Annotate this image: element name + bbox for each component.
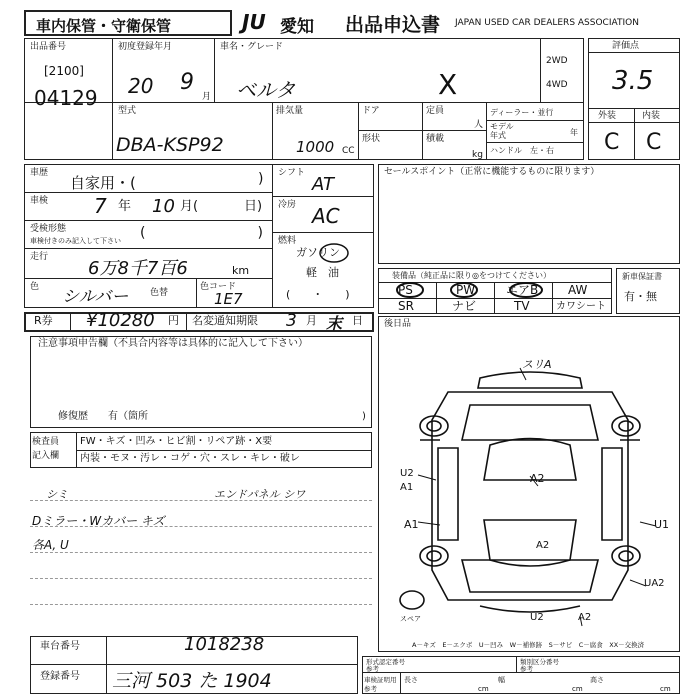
cert-ref: 参考 xyxy=(366,665,379,673)
inspection-row-2: 内装・モヌ・汚レ・コゲ・穴・スレ・キレ・破レ xyxy=(80,453,300,464)
color-code-label: 色コード xyxy=(200,282,237,292)
ju-logo: JU xyxy=(242,10,266,34)
damage-mark-a2-bottom: A2 xyxy=(578,612,592,623)
inspection-row-1: FW・キズ・凹み・ヒビ割・リペア跡・X要 xyxy=(80,436,273,447)
lot-no-label: 出品番号 xyxy=(30,42,67,52)
fuel-gas: ガソリン xyxy=(296,246,340,259)
car-name-label: 車名・グレード xyxy=(220,42,284,52)
grade-value: X xyxy=(438,68,458,101)
color-label: 色 xyxy=(30,282,40,292)
damage-mark-u2-left: U2 xyxy=(400,468,414,479)
class-ref: 参考 xyxy=(520,665,533,673)
model-label: 型式 xyxy=(118,106,137,116)
equipment-item-pw[interactable]: PW xyxy=(456,283,476,297)
post-items-label: 後日品 xyxy=(384,319,412,329)
damage-top: スリA xyxy=(522,358,552,371)
score-label: 評価点 xyxy=(612,41,640,51)
damage-mark-a1-left-door: A1 xyxy=(404,518,419,531)
note-line-1: シミ xyxy=(46,488,68,501)
model-value: DBA-KSP92 xyxy=(116,134,224,156)
history-paren-close: ) xyxy=(258,171,264,187)
first-reg-label: 初度登録年月 xyxy=(118,42,173,52)
yen-unit: 円 xyxy=(168,314,179,327)
inspector-label-2: 記入欄 xyxy=(32,451,60,461)
repair-paren-close: ) xyxy=(362,411,366,422)
warranty-options: 有・無 xyxy=(624,290,657,303)
ac-value: AC xyxy=(312,204,340,228)
shaken-day-unit: 日) xyxy=(244,199,263,214)
model-year-label: モデル xyxy=(490,122,514,131)
fuel-light: 軽 油 xyxy=(306,266,339,279)
name-change-month: 3 xyxy=(286,311,297,331)
capacity-label: 定員 xyxy=(426,106,445,116)
history-label: 車歴 xyxy=(30,168,49,178)
damage-mark-u2-bottom: U2 xyxy=(530,612,544,623)
sales-point-label: セールスポイント（正常に機能するものに限ります） xyxy=(384,167,600,177)
chassis-no-label: 車台番号 xyxy=(40,641,80,652)
history-value: 自家用・( xyxy=(70,174,136,192)
equipment-item-navi[interactable]: ナビ xyxy=(452,299,477,313)
cc-unit: CC xyxy=(342,146,355,156)
length-label: 長さ xyxy=(404,676,418,684)
4wd-label: 4WD xyxy=(546,80,568,90)
name-change-day: 末 xyxy=(326,314,343,333)
month-unit: 月 xyxy=(306,314,317,327)
fuel-label: 燃料 xyxy=(278,236,297,246)
recycle-label: R券 xyxy=(34,314,53,327)
fuel-paren: ( ・ ) xyxy=(286,288,350,301)
note-line-2: エンドパネル シワ xyxy=(214,488,306,501)
interior-grade: C xyxy=(646,130,662,155)
equipment-item-tv[interactable]: TV xyxy=(514,299,530,313)
mileage-label: 走行 xyxy=(30,252,49,262)
handle-label: ハンドル 左・右 xyxy=(490,146,554,155)
damage-mark-ua2-right: UA2 xyxy=(644,578,665,589)
color-change-label: 色替 xyxy=(150,288,169,298)
height-label: 高さ xyxy=(590,676,604,684)
receipt-note: 車検付きのみ記入して下さい xyxy=(30,237,121,245)
damage-legend: A－キズ E－エクボ U－凹み W－補修跡 S－サビ C－腐食 XX－交換済 xyxy=(412,641,645,649)
cert-proof-label: 車検証明用 xyxy=(364,676,397,684)
shaken-month: 10 xyxy=(152,196,175,217)
note-line-4: 各A, U xyxy=(32,538,69,552)
reg-no-value: 三河 503 た 1904 xyxy=(112,670,272,692)
class-no-label: 類別区分番号 xyxy=(520,658,559,666)
height-cm: cm xyxy=(660,685,671,693)
shaken-label: 車検 xyxy=(30,196,49,206)
lot-code: [2100] xyxy=(44,64,84,78)
shift-label: シフト xyxy=(278,168,306,178)
displacement-label: 排気量 xyxy=(276,106,304,116)
width-label: 幅 xyxy=(498,676,505,684)
ac-label: 冷房 xyxy=(278,200,297,210)
mileage-value: 6万8千7百6 xyxy=(88,258,188,279)
shaken-year: 7 xyxy=(94,194,107,218)
equipment-label: 装備品（純正品に限り◎をつけてください） xyxy=(392,271,551,280)
org-name: 愛知 xyxy=(280,17,314,37)
equipment-item-sr[interactable]: SR xyxy=(398,299,414,313)
inspector-label: 検査員 xyxy=(32,437,60,447)
equipment-item-aw[interactable]: AW xyxy=(568,283,588,297)
lot-no-value: 04129 xyxy=(34,86,98,110)
damage-mark-a2-rear: A2 xyxy=(536,540,550,551)
equipment-item-ps[interactable]: PS xyxy=(398,283,413,297)
2wd-label: 2WD xyxy=(546,56,568,66)
color-code-value: 1E7 xyxy=(214,290,243,308)
car-name-value: ベルタ xyxy=(236,78,296,102)
model-year-label-2: 年式 xyxy=(490,131,506,140)
score-value: 3.5 xyxy=(612,66,654,96)
cert-proof-ref: 参考 xyxy=(364,685,377,693)
equipment-item-airbag[interactable]: エアB xyxy=(506,283,539,297)
exterior-grade: C xyxy=(604,130,620,155)
body-shape-label: 形状 xyxy=(362,134,381,144)
load-label: 積載 xyxy=(426,134,445,144)
note-line-3: Dミラー・Wカバー キズ xyxy=(32,514,165,528)
first-reg-month: 9 xyxy=(180,70,194,95)
damage-mark-a2-center: A2 xyxy=(530,472,545,485)
color-value: シルバー xyxy=(62,287,129,307)
shaken-month-unit: 月( xyxy=(180,199,199,214)
day-unit: 日 xyxy=(352,314,363,327)
receipt-paren: ( ) xyxy=(140,225,263,241)
cert-no-label: 形式認定番号 xyxy=(366,658,405,666)
spare-label: スペア xyxy=(400,615,421,623)
person-unit: 人 xyxy=(474,120,484,130)
shift-value: AT xyxy=(312,174,334,195)
interior-label: 内装 xyxy=(642,111,661,121)
year-unit: 年 xyxy=(570,128,578,137)
length-cm: cm xyxy=(478,685,489,693)
shaken-year-unit: 年 xyxy=(118,199,132,214)
damage-mark-a1-left-top: A1 xyxy=(400,482,414,493)
equipment-item-leather[interactable]: カワシート xyxy=(556,301,606,312)
first-reg-month-unit: 月 xyxy=(202,92,212,102)
reg-no-label: 登録番号 xyxy=(40,671,80,682)
exterior-label: 外装 xyxy=(598,111,617,121)
first-reg-year: 20 xyxy=(128,74,154,98)
displacement-value: 1000 xyxy=(296,138,335,156)
chassis-no-value: 1018238 xyxy=(184,634,265,655)
km-unit: km xyxy=(232,264,250,277)
width-cm: cm xyxy=(572,685,583,693)
receipt-type-label: 受検形態 xyxy=(30,224,67,234)
recycle-amount: ¥10280 xyxy=(86,310,155,331)
name-change-label: 名変通知期限 xyxy=(192,314,258,327)
form-title: 出品申込書 xyxy=(345,14,441,36)
kg-unit: kg xyxy=(472,150,483,160)
dealer-import-label: ディーラー・並行 xyxy=(490,108,554,117)
repair-history-label: 修復歴 有（箇所 xyxy=(58,411,148,422)
association-english: JAPAN USED CAR DEALERS ASSOCIATION xyxy=(455,18,639,28)
damage-mark-u1-right: U1 xyxy=(654,518,670,531)
notes-label: 注意事項申告欄（不具合内容等は具体的に記入して下さい） xyxy=(38,338,308,349)
door-label: ドア xyxy=(362,106,380,116)
storage-stamp-text: 車内保管・守衛保管 xyxy=(36,17,172,35)
warranty-label: 新車保証書 xyxy=(622,272,662,281)
